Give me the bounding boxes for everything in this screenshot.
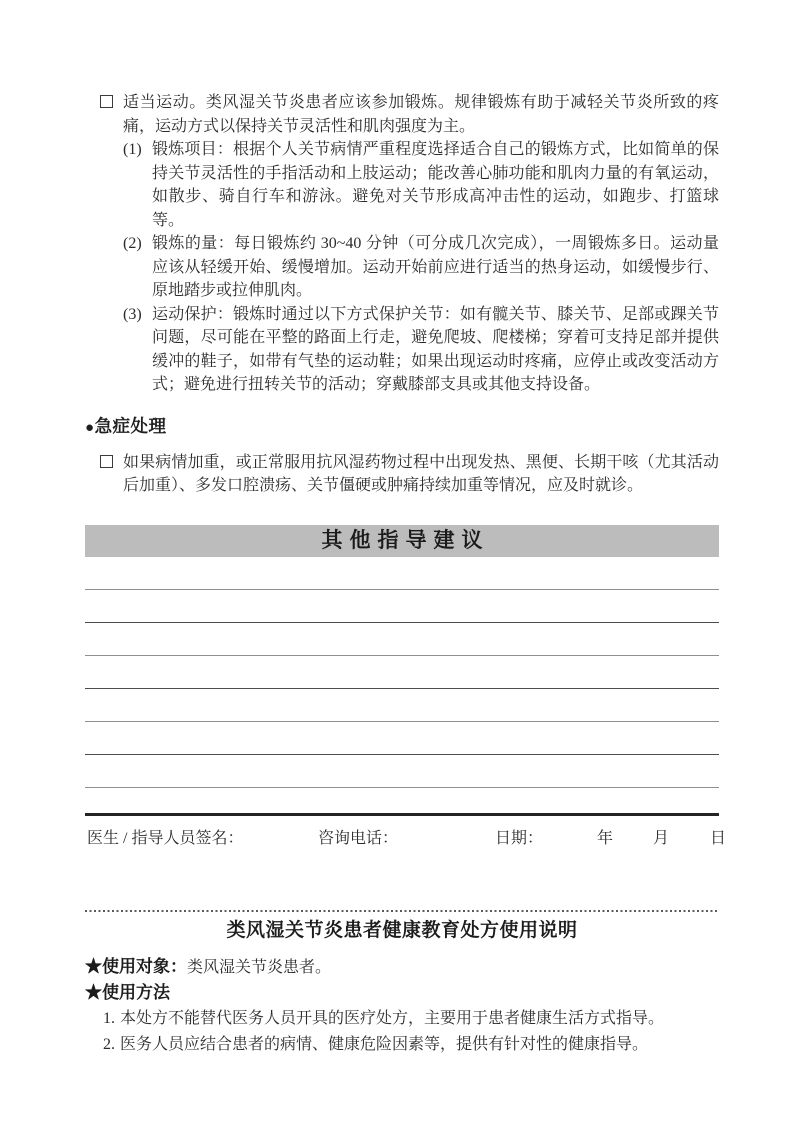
writing-line[interactable] bbox=[85, 755, 719, 788]
checkbox-icon[interactable] bbox=[100, 455, 113, 468]
item-text: 锻炼项目：根据个人关节病情严重程度选择适合自己的锻炼方式，比如简单的保持关节灵活性的手指活动和上肢运动；能改善心肺功能和肌肉力量的有氧运动，如散步、骑自行车和游泳。避免对关节形成高冲击性的运动，如跑步、打篮球等。 bbox=[152, 141, 719, 229]
bullet-icon: ● bbox=[85, 419, 95, 436]
exercise-item bbox=[85, 91, 719, 138]
other-guidance-banner: 其他指导建议 bbox=[85, 525, 719, 557]
item-number: 1. bbox=[103, 1009, 115, 1027]
writing-line[interactable] bbox=[85, 722, 719, 755]
phone-label: 咨询电话： bbox=[318, 829, 399, 847]
emergency-text: 如果病情加重，或正常服用抗风湿药物过程中出现发热、黑便、长期干咳（尤其活动后加重）、多发口腔溃疡、关节僵硬或肿痛持续加重等情况，应及时就诊。 bbox=[123, 453, 719, 494]
instructions-title: 类风湿关节炎患者健康教育处方使用说明 bbox=[226, 919, 578, 941]
writing-line[interactable] bbox=[85, 788, 719, 816]
emergency-item bbox=[85, 451, 719, 498]
content-column bbox=[85, 0, 727, 1058]
checkbox-icon[interactable] bbox=[100, 95, 113, 108]
usage-method-items bbox=[85, 1006, 719, 1058]
item-number: (2) bbox=[123, 235, 142, 252]
signature-row bbox=[85, 828, 727, 850]
usage-item-2 bbox=[85, 1032, 719, 1058]
doctor-signature-label: 医生 / 指导人员签名： bbox=[87, 829, 244, 847]
item-text: 运动保护：锻炼时通过以下方式保护关节：如有髋关节、膝关节、足部或踝关节问题，尽可能在平整的路面上行走，避免爬坡、爬楼梯；穿着可支持足部并提供缓冲的鞋子，如带有气垫的运动鞋；如果出现运动时疼痛，应停止或改变活动方式；避免进行扭转关节的活动；穿戴膝部支具或其他支持设备。 bbox=[152, 305, 719, 393]
writing-line[interactable] bbox=[85, 689, 719, 722]
usage-item-1 bbox=[85, 1006, 719, 1032]
year-label: 年 bbox=[597, 829, 614, 847]
writing-line[interactable] bbox=[85, 557, 719, 590]
usage-target-line bbox=[85, 954, 719, 980]
usage-method-label: ★使用方法 bbox=[85, 982, 170, 1002]
item-number: 2. bbox=[103, 1035, 115, 1053]
exercise-subitem-3 bbox=[85, 303, 719, 397]
exercise-text: 适当运动。类风湿关节炎患者应该参加锻炼。规律锻炼有助于减轻关节炎所致的疼痛，运动方式以保持关节灵活性和肌肉强度为主。 bbox=[123, 94, 719, 135]
item-text: 医务人员应结合患者的病情、健康危险因素等，提供有针对性的健康指导。 bbox=[120, 1035, 649, 1053]
writing-line[interactable] bbox=[85, 656, 719, 689]
item-text: 锻炼的量：每日锻炼约 30~40 分钟（可分成几次完成），一周锻炼多日。运动量应该从轻缓开始、缓慢增加。运动开始前应进行适当的热身运动，如缓慢步行、原地踏步或拉伸肌肉。 bbox=[152, 235, 719, 299]
item-number: (1) bbox=[123, 141, 142, 158]
day-label: 日 bbox=[710, 829, 727, 847]
dotted-divider bbox=[85, 910, 719, 912]
item-text: 本处方不能替代医务人员开具的医疗处方，主要用于患者健康生活方式指导。 bbox=[120, 1009, 665, 1027]
date-label: 日期： bbox=[495, 829, 544, 847]
month-label: 月 bbox=[653, 829, 670, 847]
item-number: (3) bbox=[123, 305, 142, 323]
writing-line[interactable] bbox=[85, 590, 719, 623]
writing-line[interactable] bbox=[85, 623, 719, 656]
emergency-heading-text: 急症处理 bbox=[94, 415, 167, 436]
exercise-subitem-1 bbox=[85, 138, 719, 232]
usage-target-value: 类风湿关节炎患者。 bbox=[187, 958, 332, 976]
usage-target-label: ★使用对象： bbox=[85, 956, 187, 976]
exercise-subitem-2 bbox=[85, 232, 719, 303]
emergency-section-heading bbox=[85, 416, 719, 438]
writing-lines-area bbox=[85, 557, 719, 816]
